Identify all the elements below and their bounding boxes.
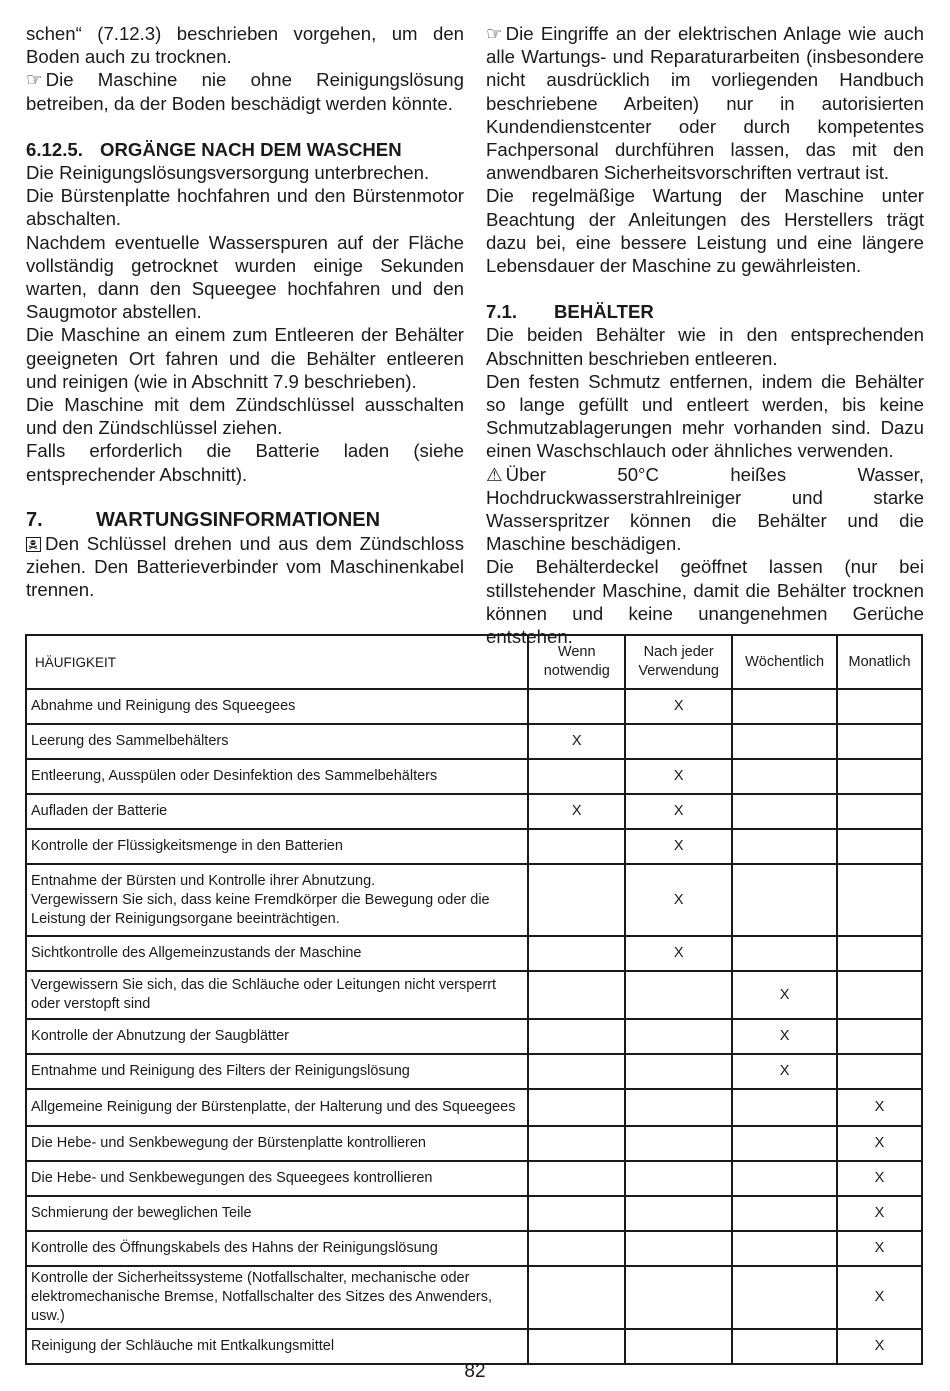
warning-note-text: Über 50°C heißes Wasser, Hochdruckwasserstrahlreiniger und starke Wasserspritzer können die Behälter und die Maschine beschädigen. (486, 463, 924, 555)
section-heading-6-12-5 (26, 138, 464, 161)
mark-cell (528, 1161, 625, 1196)
mark-cell (732, 1231, 837, 1266)
table-row (26, 1126, 922, 1161)
pointing-hand-icon: ☞ (486, 23, 503, 44)
mark-cell (837, 794, 922, 829)
mark-cell (732, 1089, 837, 1126)
table-row (26, 689, 922, 724)
mark-cell (837, 971, 922, 1019)
hand-note (26, 68, 464, 114)
mark-cell (625, 971, 732, 1019)
header-weekly: Wöchentlich (732, 635, 837, 689)
mark-cell (625, 1231, 732, 1266)
section-title: ORGÄNGE NACH DEM WASCHEN (100, 138, 402, 160)
mark-cell (528, 1054, 625, 1089)
table-row (26, 864, 922, 936)
hand-note-text: Die Eingriffe an der elektrischen Anlage wie auch alle Wartungs- und Reparaturarbeiten (insbesondere nicht ausdrücklich im vorliegenden Handbuch beschriebene Arbeiten) nur in autorisierten Kundendienstcenter oder durch kompetentes Fachpersonal durchführen lassen, das mit den anwendbaren Sicherheitsvorschriften vertraut ist. (486, 23, 924, 184)
paragraph: Falls erforderlich die Batterie laden (siehe entsprechender Abschnitt). (26, 440, 464, 485)
task-cell: Kontrolle des Öffnungskabels des Hahns der Reinigungslösung (26, 1231, 528, 1266)
mark-cell (528, 864, 625, 936)
mark-cell: X (837, 1089, 922, 1126)
mark-cell (732, 1126, 837, 1161)
header-when-needed: Wenn notwendig (528, 635, 625, 689)
mark-cell: X (625, 936, 732, 971)
mark-cell (732, 1329, 837, 1364)
section-title: WARTUNGSINFORMATIONEN (96, 508, 381, 531)
paragraph: Die Behälterdeckel geöffnet lassen (nur bei stillstehender Maschine, damit die Behälter trocknen können und keine unangenehmen Gerüche entstehen. (486, 556, 924, 648)
mark-cell (528, 971, 625, 1019)
section-title: BEHÄLTER (554, 301, 654, 323)
section-heading-7-1 (486, 300, 924, 323)
maintenance-schedule-table (25, 634, 923, 1365)
task-cell: Kontrolle der Sicherheitssysteme (Notfallschalter, mechanische oder elektromechanische Bremse, Notfallschalter des Sitzes des Anwenders, usw.) (26, 1266, 528, 1329)
mark-cell (625, 1054, 732, 1089)
mark-cell (732, 794, 837, 829)
table-row (26, 794, 922, 829)
hand-note-text: Die Maschine nie ohne Reinigungslösung betreiben, da der Boden beschädigt werden könnte. (26, 69, 464, 114)
mark-cell (732, 864, 837, 936)
left-column (26, 22, 464, 602)
paragraph: Die Maschine mit dem Zündschlüssel ausschalten und den Zündschlüssel ziehen. (26, 394, 464, 439)
task-cell: Allgemeine Reinigung der Bürstenplatte, der Halterung und des Squeegees (26, 1089, 528, 1126)
paragraph: Die Bürstenplatte hochfahren und den Bürstenmotor abschalten. (26, 185, 464, 230)
table-row (26, 1329, 922, 1364)
paragraph: Die Maschine an einem zum Entleeren der Behälter geeigneten Ort fahren und die Behälter entleeren und reinigen (wie in Abschnitt 7.9 beschrieben). (26, 324, 464, 392)
mark-cell: X (732, 1019, 837, 1054)
mark-cell (732, 1266, 837, 1329)
mark-cell (625, 1161, 732, 1196)
mark-cell (732, 1161, 837, 1196)
mark-cell (732, 724, 837, 759)
table-row (26, 936, 922, 971)
right-column (486, 22, 924, 648)
task-cell: Die Hebe- und Senkbewegung der Bürstenplatte kontrollieren (26, 1126, 528, 1161)
section-number: 6.12.5. (26, 138, 83, 160)
task-cell: Die Hebe- und Senkbewegungen des Squeegees kontrollieren (26, 1161, 528, 1196)
task-cell: Abnahme und Reinigung des Squeegees (26, 689, 528, 724)
task-cell: Leerung des Sammelbehälters (26, 724, 528, 759)
mark-cell (732, 759, 837, 794)
mark-cell (732, 829, 837, 864)
intro-paragraph: schen“ (7.12.3) beschrieben vorgehen, um den Boden auch zu trocknen. (26, 23, 464, 68)
mark-cell (625, 1329, 732, 1364)
table-row (26, 759, 922, 794)
mark-cell (837, 724, 922, 759)
mark-cell: X (732, 971, 837, 1019)
hand-note (486, 22, 924, 184)
mark-cell (625, 1196, 732, 1231)
mark-cell (528, 1089, 625, 1126)
table-row (26, 829, 922, 864)
mark-cell: X (625, 689, 732, 724)
mark-cell: X (625, 864, 732, 936)
task-cell: Entnahme und Reinigung des Filters der Reinigungslösung (26, 1054, 528, 1089)
skull-note (26, 532, 464, 602)
mark-cell (732, 936, 837, 971)
mark-cell: X (625, 759, 732, 794)
mark-cell (528, 1329, 625, 1364)
mark-cell (837, 759, 922, 794)
mark-cell (528, 1266, 625, 1329)
warning-triangle-icon: ⚠ (486, 463, 503, 485)
mark-cell (837, 829, 922, 864)
table-row (26, 1019, 922, 1054)
table-row (26, 1266, 922, 1329)
table-header-row (26, 635, 922, 689)
mark-cell: X (732, 1054, 837, 1089)
header-frequency: HÄUFIGKEIT (26, 635, 528, 689)
task-cell: Kontrolle der Flüssigkeitsmenge in den Batterien (26, 829, 528, 864)
mark-cell: X (625, 794, 732, 829)
mark-cell (837, 936, 922, 971)
section-number: 7. (26, 508, 43, 531)
task-cell: Kontrolle der Abnutzung der Saugblätter (26, 1019, 528, 1054)
mark-cell (732, 689, 837, 724)
task-cell: Entleerung, Ausspülen oder Desinfektion des Sammelbehälters (26, 759, 528, 794)
header-after-each-use: Nach jeder Verwendung (625, 635, 732, 689)
table-row (26, 1231, 922, 1266)
mark-cell (625, 1089, 732, 1126)
table-row (26, 1089, 922, 1126)
mark-cell (837, 689, 922, 724)
mark-cell (837, 864, 922, 936)
mark-cell: X (625, 829, 732, 864)
mark-cell (528, 759, 625, 794)
table-row (26, 971, 922, 1019)
mark-cell (528, 1231, 625, 1266)
mark-cell (528, 936, 625, 971)
table-row (26, 1054, 922, 1089)
mark-cell (837, 1019, 922, 1054)
task-cell: Schmierung der beweglichen Teile (26, 1196, 528, 1231)
mark-cell (732, 1196, 837, 1231)
section-heading-7 (26, 509, 464, 532)
mark-cell (837, 1054, 922, 1089)
task-cell: Reinigung der Schläuche mit Entkalkungsmittel (26, 1329, 528, 1364)
mark-cell: X (837, 1161, 922, 1196)
mark-cell: X (837, 1329, 922, 1364)
section-number: 7.1. (486, 301, 518, 323)
paragraph: Die regelmäßige Wartung der Maschine unter Beachtung der Anleitungen des Herstellers trägt dazu bei, eine bessere Leistung und eine längere Lebensdauer der Maschine zu gewährleisten. (486, 185, 924, 277)
task-cell: Vergewissern Sie sich, das die Schläuche oder Leitungen nicht versperrt oder verstopft sind (26, 971, 528, 1019)
mark-cell: X (837, 1126, 922, 1161)
paragraph: Die Reinigungslösungsversorgung unterbrechen. (26, 162, 430, 184)
mark-cell: X (528, 724, 625, 759)
mark-cell (625, 1019, 732, 1054)
paragraph: Die beiden Behälter wie in den entsprechenden Abschnitten beschrieben entleeren. (486, 324, 924, 369)
skull-crossbones-icon (26, 537, 41, 552)
mark-cell (528, 1126, 625, 1161)
paragraph: Nachdem eventuelle Wasserspuren auf der Fläche vollständig getrocknet wurden einige Sekunden warten, dann den Squeegee hochfahren und den Saugmotor abstellen. (26, 231, 464, 323)
mark-cell (625, 1266, 732, 1329)
paragraph: Den festen Schmutz entfernen, indem die Behälter so lange gefüllt und entleert werden, bis keine Schmutzablagerungen mehr vorhanden sind. Dazu einen Waschschlauch oder ähnliches verwenden. (486, 370, 924, 462)
task-cell: Aufladen der Batterie (26, 794, 528, 829)
mark-cell (625, 724, 732, 759)
mark-cell: X (528, 794, 625, 829)
task-cell: Sichtkontrolle des Allgemeinzustands der Maschine (26, 936, 528, 971)
mark-cell: X (837, 1266, 922, 1329)
mark-cell: X (837, 1196, 922, 1231)
warning-note (486, 463, 924, 556)
mark-cell (528, 1196, 625, 1231)
mark-cell (625, 1126, 732, 1161)
table-row (26, 724, 922, 759)
mark-cell: X (837, 1231, 922, 1266)
header-monthly: Monatlich (837, 635, 922, 689)
task-cell: Entnahme der Bürsten und Kontrolle ihrer Abnutzung. Vergewissern Sie sich, dass keine Fremdkörper die Bewegung oder die Leistung der Reinigungsorgane beeinträchtigen. (26, 864, 528, 936)
table-row (26, 1161, 922, 1196)
table-row (26, 1196, 922, 1231)
mark-cell (528, 829, 625, 864)
mark-cell (528, 1019, 625, 1054)
skull-note-text: Den Schlüssel drehen und aus dem Zündschloss ziehen. Den Batterieverbinder vom Maschinenkabel trennen. (26, 533, 464, 601)
page-number: 82 (464, 1361, 486, 1382)
pointing-hand-icon: ☞ (26, 69, 43, 91)
mark-cell (528, 689, 625, 724)
